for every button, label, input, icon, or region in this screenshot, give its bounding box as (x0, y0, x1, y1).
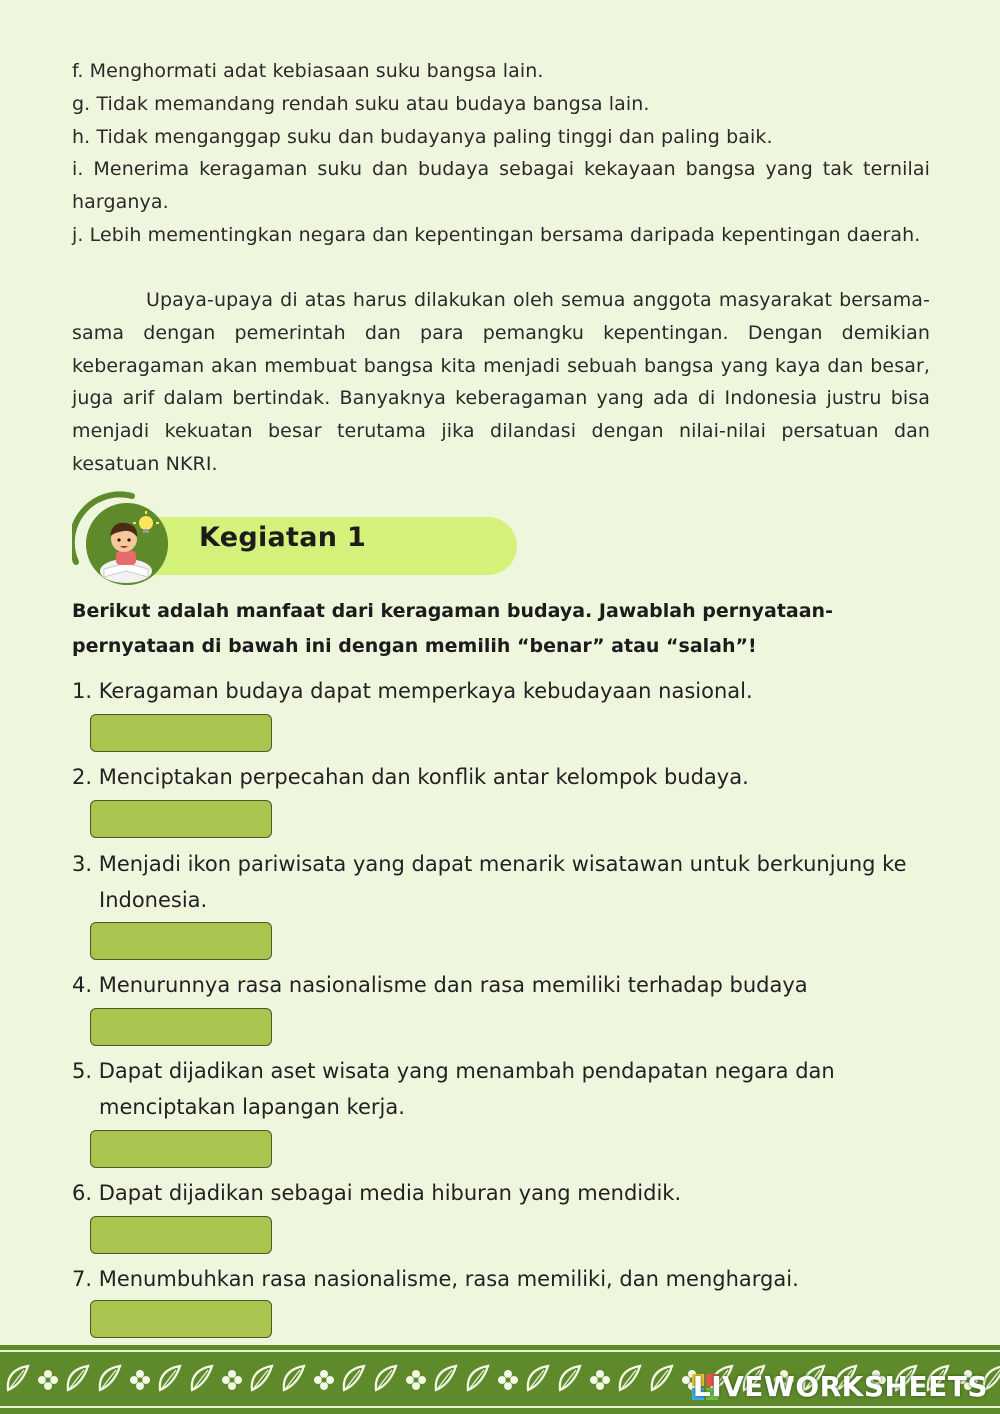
body-paragraph: Upaya-upaya di atas harus dilakukan oleh semua anggota masyarakat bersama-sama dengan pemerintah dan para pemangku kepentingan. Dengan demikian keberagaman akan membuat bangsa kita menjadi sebuah bangsa yang kaya dan besar, juga arif dalam bertindak. Banyaknya keberagaman yang ada di Indonesia justru bisa menjadi kekuatan besar terutama jika dilandasi dengan nilai-nilai persatuan dan kesatuan NKRI. (72, 289, 930, 475)
student-reading-icon (86, 503, 168, 585)
activity-title: Kegiatan 1 (199, 522, 367, 553)
answer-input-3[interactable] (90, 922, 272, 960)
question-2: 2. Menciptakan perpecahan dan konflik antar kelompok budaya. (72, 765, 749, 789)
footer-divider (0, 1350, 1000, 1352)
question-4: 4. Menurunnya rasa nasionalisme dan rasa memiliki terhadap budaya (72, 973, 808, 997)
list-item-i: i. Menerima keragaman suku dan budaya sebagai kekayaan bangsa yang tak ternilai harganya. (72, 158, 930, 213)
question-6: 6. Dapat dijadikan sebagai media hiburan yang mendidik. (72, 1181, 682, 1205)
answer-input-6[interactable] (90, 1216, 272, 1254)
answer-input-7[interactable] (90, 1300, 272, 1338)
question-5: 5. Dapat dijadikan aset wisata yang menambah pendapatan negara dan menciptakan lapangan kerja. (72, 1059, 835, 1119)
answer-input-5[interactable] (90, 1130, 272, 1168)
activity-instruction: Berikut adalah manfaat dari keragaman budaya. Jawablah pernyataan-pernyataan di bawah ini dengan memilih “benar” atau “salah”! (72, 600, 833, 657)
footer-divider (0, 1406, 1000, 1408)
brand-watermark: LIVEWORKSHEETS (692, 1370, 988, 1403)
answer-input-1[interactable] (90, 714, 272, 752)
list-item-g: g. Tidak memandang rendah suku atau budaya bangsa lain. (72, 93, 650, 115)
list-item-h: h. Tidak menganggap suku dan budayanya paling tinggi dan paling baik. (72, 126, 773, 148)
question-1: 1. Keragaman budaya dapat memperkaya kebudayaan nasional. (72, 679, 753, 703)
answer-input-4[interactable] (90, 1008, 272, 1046)
list-item-j: j. Lebih mementingkan negara dan kepentingan bersama daripada kepentingan daerah. (72, 224, 921, 246)
question-7: 7. Menumbuhkan rasa nasionalisme, rasa memiliki, dan menghargai. (72, 1267, 799, 1291)
list-item-f: f. Menghormati adat kebiasaan suku bangsa lain. (72, 60, 544, 82)
activity-banner (72, 490, 452, 590)
answer-input-2[interactable] (90, 800, 272, 838)
question-3: 3. Menjadi ikon pariwisata yang dapat menarik wisatawan untuk berkunjung ke Indonesia. (72, 852, 907, 912)
